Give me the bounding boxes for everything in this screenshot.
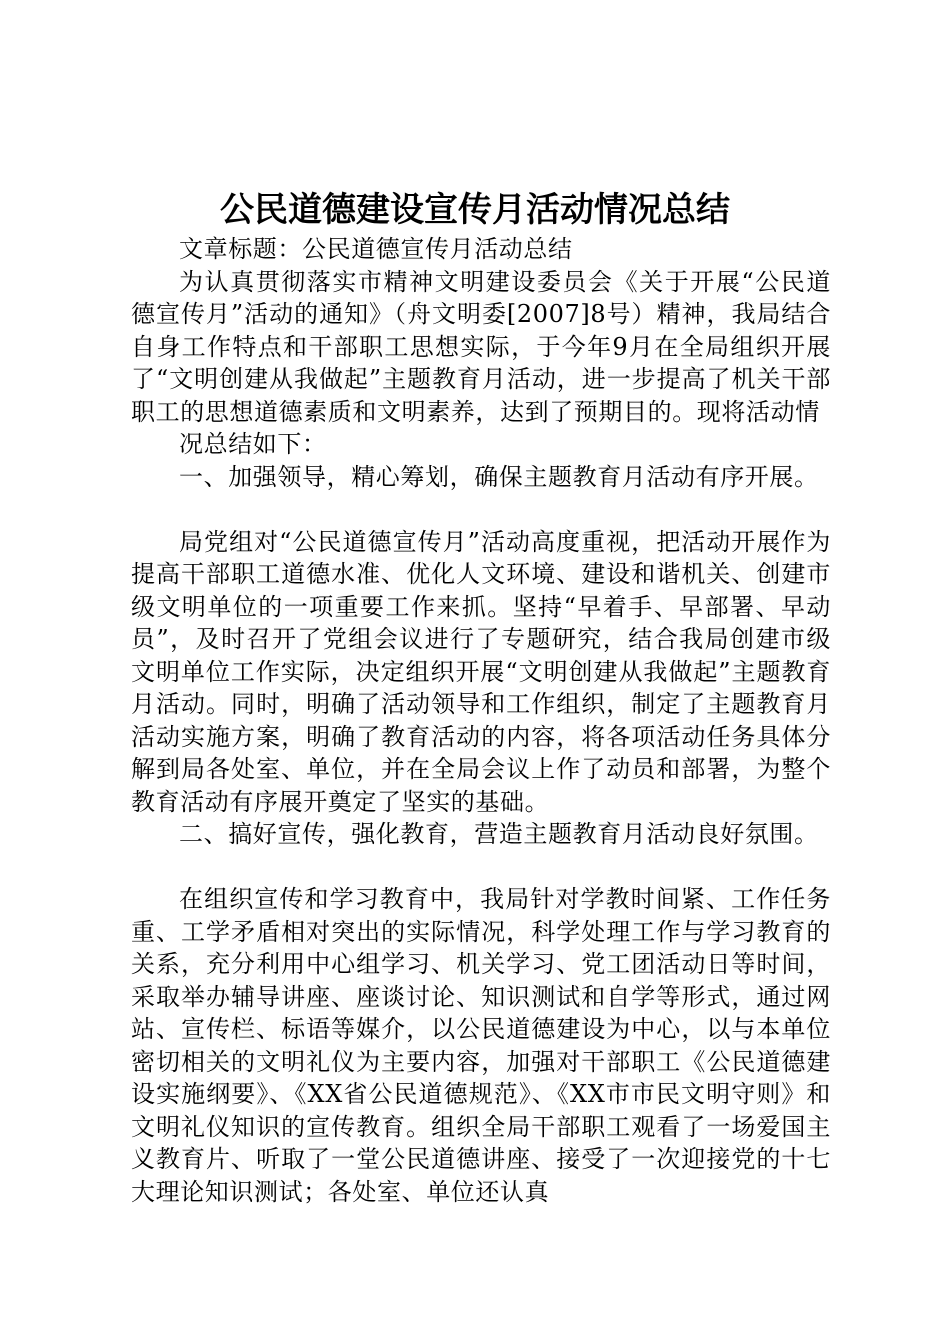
article-title-line: 文章标题：公民道德宣传月活动总结 <box>179 235 573 263</box>
intro-continuation: 况总结如下： <box>179 430 327 458</box>
section-heading-2: 二、搞好宣传，强化教育，营造主题教育月活动良好氛围。 <box>179 820 819 848</box>
document-title: 公民道德建设宣传月活动情况总结 <box>220 190 730 230</box>
section-2-paragraph: 在组织宣传和学习教育中，我局针对学教时间紧、工作任务重、工学矛盾相对突出的实际情况，科学处理工作与学习教育的关系，充分利用中心组学习、机关学习、党工团活动日等时间，采取举办辅导讲座、座谈讨论、知识测试和自学等形式，通过网站、宣传栏、标语等媒介，以公民道德建设为中心，以与本单位密切相关的文明礼仪为主要内容，加强对干部职工《公民道德建设实施纲要》、《XX省公民道德规范》、《XX市市民文明守则》和文明礼仪知识的宣传教育。组织全局干部职工观看了一场爱国主义教育片、听取了一堂公民道德讲座、接受了一次迎接党的十七大理论知识测试；各处室、单位还认真 <box>131 885 831 1206</box>
intro-paragraph: 为认真贯彻落实市精神文明建设委员会《关于开展“公民道德宣传月”活动的通知》（舟文明委[2007]8号）精神，我局结合自身工作特点和干部职工思想实际，于今年9月在全局组织开展了“文明创建从我做起”主题教育月活动，进一步提高了机关干部职工的思想道德素质和文明素养，达到了预期目的。现将活动情 <box>131 267 831 426</box>
document-body <box>131 233 831 1208</box>
section-1-paragraph: 局党组对“公民道德宣传月”活动高度重视，把活动开展作为提高干部职工道德水准、优化人文环境、建设和谐机关、创建市级文明单位的一项重要工作来抓。坚持“早着手、早部署、早动员”，及时召开了党组会议进行了专题研究，结合我局创建市级文明单位工作实际，决定组织开展“文明创建从我做起”主题教育月活动。同时，明确了活动领导和工作组织，制定了主题教育月活动实施方案，明确了教育活动的内容，将各项活动任务具体分解到局各处室、单位，并在全局会议上作了动员和部署，为整个教育活动有序展开奠定了坚实的基础。 <box>131 527 831 816</box>
section-heading-1: 一、加强领导，精心筹划，确保主题教育月活动有序开展。 <box>179 462 819 491</box>
